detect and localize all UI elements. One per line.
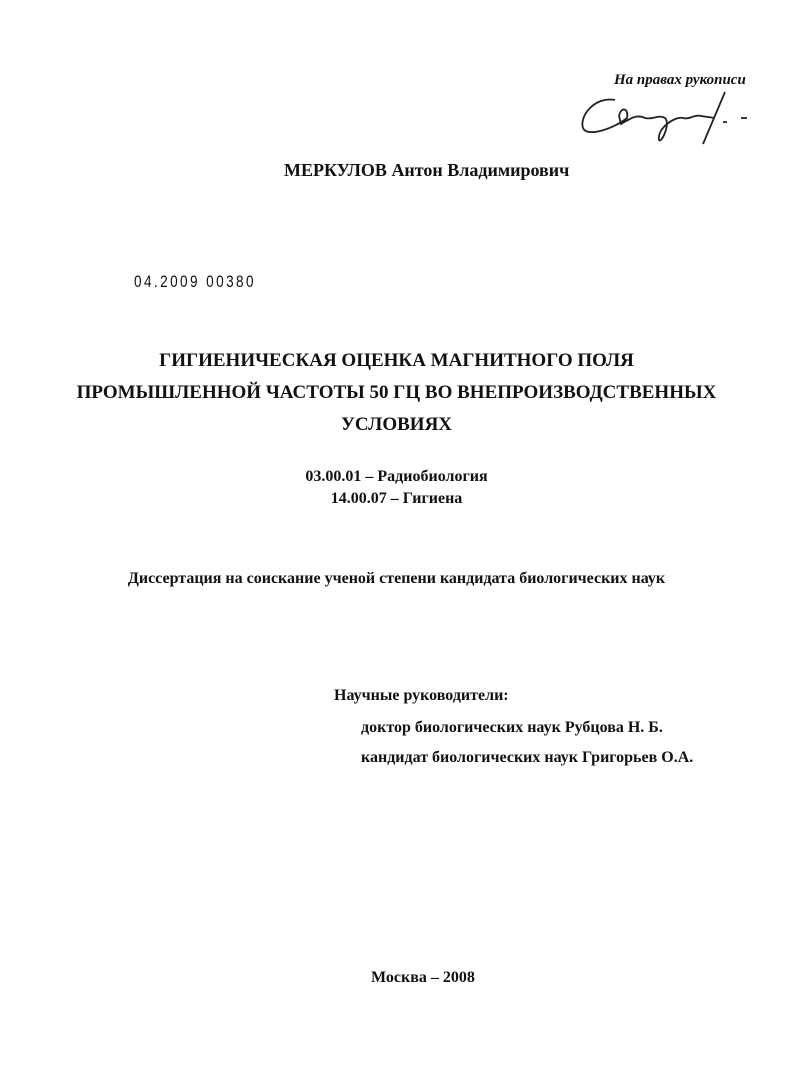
title-line: ГИГИЕНИЧЕСКАЯ ОЦЕНКА МАГНИТНОГО ПОЛЯ bbox=[159, 350, 634, 371]
registry-number: 04.2009 00380 bbox=[134, 272, 256, 291]
specialty: 14.00.07 – Гигиена bbox=[330, 490, 463, 507]
specialties bbox=[0, 466, 793, 510]
degree-statement: Диссертация на соискание ученой степени кандидата биологических наук bbox=[127, 570, 666, 587]
dissertation-title bbox=[0, 345, 793, 441]
title-line: ПРОМЫШЛЕННОЙ ЧАСТОТЫ 50 ГЦ ВО ВНЕПРОИЗВОДСТВЕННЫХ bbox=[76, 382, 717, 403]
specialty: 03.00.01 – Радиобиология bbox=[305, 468, 488, 485]
supervisor-name: доктор биологических наук Рубцова Н. Б. bbox=[361, 719, 663, 736]
rights-note: На правах рукописи bbox=[614, 72, 746, 88]
city-year: Москва – 2008 bbox=[371, 969, 475, 986]
author-name: МЕРКУЛОВ Антон Владимирович bbox=[284, 160, 570, 180]
supervisor-name: кандидат биологических наук Григорьев О.А. bbox=[361, 749, 694, 766]
signature-image bbox=[575, 88, 765, 148]
supervisors-label: Научные руководители: bbox=[334, 687, 509, 704]
title-line: УСЛОВИЯХ bbox=[340, 414, 453, 435]
